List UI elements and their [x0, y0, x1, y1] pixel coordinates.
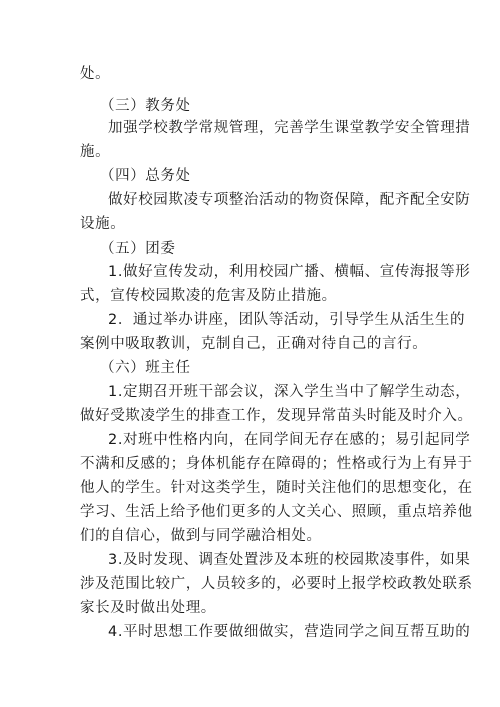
text-line-24: 4.平时思想工作要做细做实，营造同学之间互帮互助的: [108, 624, 471, 640]
text-line-9: 1.做好宣传发动，利用校园广播、横幅、宣传海报等形: [108, 264, 471, 280]
section-heading-academic-affairs: （三）教务处: [100, 98, 191, 114]
text-line-7: 设施。: [80, 216, 126, 232]
text-line-3: 加强学校教学常规管理，完善学生课堂教学安全管理措: [108, 120, 471, 136]
text-line-18: 他人的学生。针对这类学生，随时关注他们的思想变化，在: [80, 480, 473, 496]
section-heading-head-teacher: （六）班主任: [100, 360, 191, 376]
section-heading-youth-league: （五）团委: [100, 241, 176, 257]
text-line-17: 不满和反感的；身体机能存在障碍的；性格或行为上有异于: [80, 456, 473, 472]
text-line-4: 施。: [80, 144, 111, 160]
text-line-19: 学习、生活上给予他们更多的人文关心、照顾，重点培养他: [80, 504, 473, 520]
text-line-1: 处。: [80, 66, 111, 82]
text-line-16: 2.对班中性格内向，在同学间无存在感的；易引起同学: [108, 432, 471, 448]
text-line-23: 家长及时做出处理。: [80, 600, 216, 616]
text-line-21: 3.及时发现、调查处置涉及本班的校园欺凌事件，如果: [108, 552, 471, 568]
section-heading-general-affairs: （四）总务处: [100, 168, 191, 184]
text-line-14: 1.定期召开班干部会议，深入学生当中了解学生动态，: [108, 384, 471, 400]
text-line-15: 做好受欺凌学生的排查工作，发现异常苗头时能及时介入。: [80, 408, 473, 424]
text-line-20: 们的自信心，做到与同学融洽相处。: [80, 528, 322, 544]
text-line-12: 案例中吸取教训，克制自己，正确对待自己的言行。: [80, 336, 428, 352]
text-line-10: 式，宣传校园欺凌的危害及防止措施。: [80, 288, 337, 304]
text-line-22: 涉及范围比较广，人员较多的，必要时上报学校政教处联系: [80, 576, 473, 592]
text-line-11: 2．通过举办讲座，团队等活动，引导学生从活生生的: [108, 312, 466, 328]
text-line-6: 做好校园欺凌专项整治活动的物资保障，配齐配全安防: [108, 192, 471, 208]
